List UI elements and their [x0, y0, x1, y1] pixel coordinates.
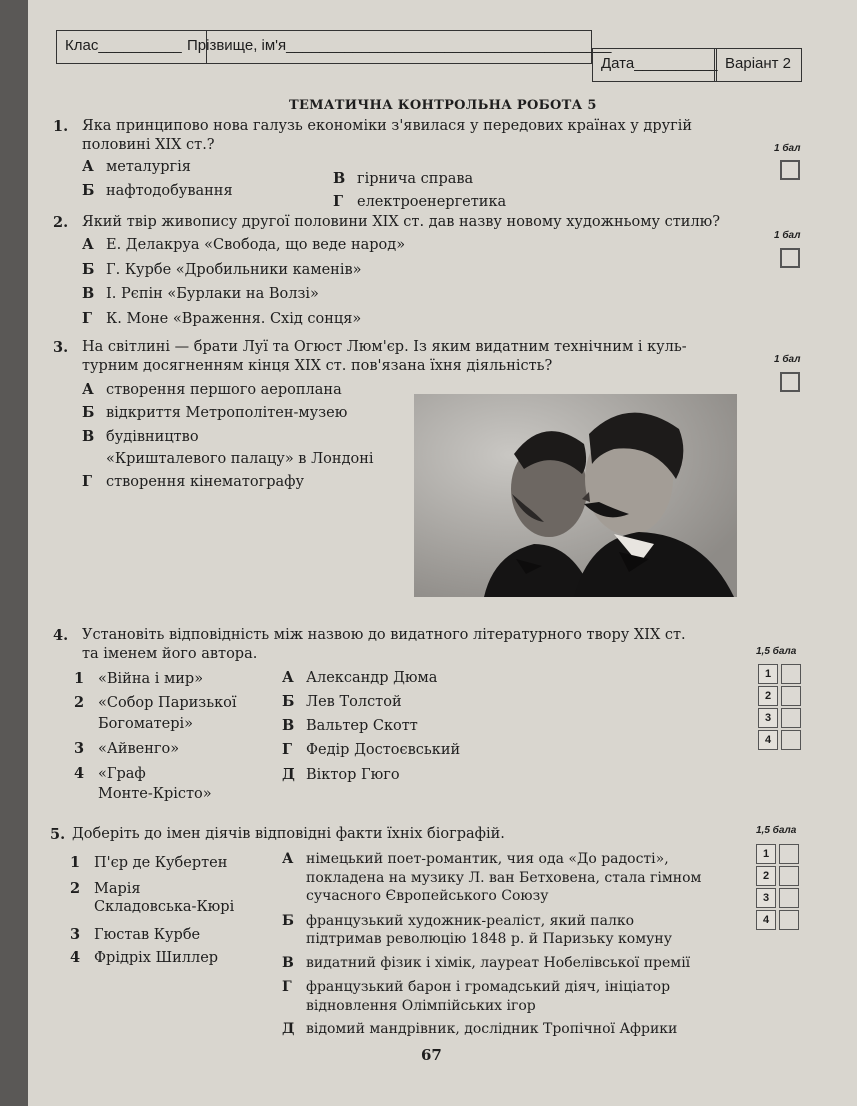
q5-right-g: Г французький барон і громадський діяч, ініціатор [282, 979, 671, 995]
q3-option-g[interactable]: Г створення кінематографу [82, 473, 305, 490]
answer-row [756, 910, 802, 932]
answer-row-number: 1 [758, 664, 778, 684]
q5-left-4: 4 Фрідріх Шиллер [70, 949, 219, 966]
question-5-score: 1,5 бала [756, 825, 797, 836]
q5-right-d: Д відомий мандрівник, дослідник Тропічної Африки [282, 1021, 678, 1037]
q3-option-b[interactable]: Б відкриття Метрополітен-музею [82, 404, 348, 421]
q4-left-2-line2: Богоматері» [98, 716, 194, 732]
q4-right-v: В Вальтер Скотт [282, 717, 418, 734]
variant-label: Варіант 2 [725, 55, 792, 72]
q4-right-b: Б Лев Толстой [282, 693, 402, 710]
q4-left-2: 2 «Собор Паризької [74, 694, 237, 711]
date-label: Дата [601, 55, 635, 72]
q5-right-a-line3: сучасного Європейського Союзу [306, 888, 549, 904]
q5-left-2: 2 Марія [70, 880, 141, 897]
q4-left-4-line2: Монте-Крісто» [98, 786, 212, 802]
answer-cell[interactable] [781, 686, 801, 706]
answer-row [756, 844, 802, 866]
q5-right-g-line2: відновлення Олімпійських ігор [306, 998, 536, 1014]
class-field[interactable]: Клас__________ [56, 30, 207, 64]
question-1-score: 1 бал [774, 143, 801, 154]
class-label: Клас [65, 37, 99, 54]
question-3-text: На світлині — брати Луї та Огюст Люм'єр. Із яким видатним технічним і куль- [82, 339, 687, 355]
q4-right-d: Д Віктор Гюго [282, 766, 400, 783]
question-2-text: Який твір живопису другої половини XIX ст. дав назву новому художньому стилю? [82, 214, 721, 230]
answer-row [758, 686, 804, 708]
question-3-answer-box[interactable] [780, 372, 800, 392]
question-1 [53, 117, 68, 137]
answer-cell[interactable] [779, 844, 799, 864]
q5-right-b-line2: підтримав революцію 1848 р. й Паризьку комуну [306, 931, 672, 947]
question-1-number: 1. [53, 118, 69, 135]
answer-row [758, 664, 804, 686]
answer-row-number: 2 [756, 866, 776, 886]
answer-cell[interactable] [779, 888, 799, 908]
question-3-score: 1 бал [774, 354, 801, 365]
question-1-answer-box[interactable] [780, 160, 800, 180]
answer-cell[interactable] [779, 910, 799, 930]
q2-option-b[interactable]: Б Г. Курбе «Дробильники каменів» [82, 261, 362, 278]
question-4-answer-grid [758, 664, 804, 752]
answer-row [758, 730, 804, 752]
page-title: ТЕМАТИЧНА КОНТРОЛЬНА РОБОТА 5 [289, 98, 597, 113]
q3-option-v-line2: «Кришталевого палацу» в Лондоні [106, 451, 374, 467]
question-3-number: 3. [53, 339, 69, 356]
q2-option-v[interactable]: В І. Рєпін «Бурлаки на Волзі» [82, 285, 319, 302]
q4-right-g: Г Федір Достоєвський [282, 741, 461, 758]
q3-option-a[interactable]: А створення першого аероплана [82, 381, 342, 398]
q5-left-2-line2: Складовська-Кюрі [94, 899, 235, 915]
question-2-answer-box[interactable] [780, 248, 800, 268]
question-5-number: 5. [50, 826, 66, 843]
question-4-score: 1,5 бала [756, 646, 797, 657]
q4-right-a: А Александр Дюма [282, 669, 438, 686]
q5-left-3: 3 Гюстав Курбе [70, 926, 201, 943]
q1-option-a[interactable]: А металургія [82, 158, 191, 175]
answer-row-number: 3 [756, 888, 776, 908]
variant-box [714, 48, 802, 82]
lumiere-brothers-photo [414, 394, 737, 597]
answer-cell[interactable] [779, 866, 799, 886]
name-label: Прізвище, ім'я [187, 37, 287, 54]
question-3-text-line2: турним досягненням кінця XIX ст. пов'язана їхня діяльність? [82, 358, 553, 374]
answer-row-number: 2 [758, 686, 778, 706]
question-4-text: Установіть відповідність між назвою до видатного літературного твору XIX ст. [82, 627, 686, 643]
q4-left-3: 3 «Айвенго» [74, 740, 180, 757]
question-5-answer-grid [756, 844, 802, 932]
q5-right-b: Б французький художник-реаліст, який палко [282, 913, 635, 929]
q5-right-v: В видатний фізик і хімік, лауреат Нобелівської премії [282, 955, 691, 971]
question-4-number: 4. [53, 627, 69, 644]
worksheet-page [28, 0, 857, 1106]
answer-row-number: 4 [758, 730, 778, 750]
page-number: 67 [421, 1046, 442, 1064]
q5-left-1: 1 П'єр де Кубертен [70, 854, 228, 871]
answer-cell[interactable] [781, 708, 801, 728]
answer-row [756, 888, 802, 910]
date-field[interactable]: Дата__________ [592, 48, 717, 82]
q4-left-4: 4 «Граф [74, 765, 146, 782]
answer-row-number: 1 [756, 844, 776, 864]
q1-option-b[interactable]: Б нафтодобування [82, 182, 233, 199]
answer-row [756, 866, 802, 888]
question-4-text-line2: та іменем його автора. [82, 646, 258, 662]
q1-option-v[interactable]: В гірнича справа [333, 170, 474, 187]
answer-cell[interactable] [781, 664, 801, 684]
answer-row-number: 4 [756, 910, 776, 930]
question-5-text: Доберіть до імен діячів відповідні факти їхніх біографій. [72, 826, 505, 842]
answer-row [758, 708, 804, 730]
q1-option-g[interactable]: Г електроенергетика [333, 193, 507, 210]
q3-option-v[interactable]: В будівництво [82, 428, 199, 445]
name-field[interactable]: Прізвище, ім'я_______________________________________ [179, 30, 592, 64]
q2-option-a[interactable]: А Е. Делакруа «Свобода, що веде народ» [82, 236, 406, 253]
answer-cell[interactable] [781, 730, 801, 750]
answer-row-number: 3 [758, 708, 778, 728]
q4-left-1: 1 «Війна і мир» [74, 670, 204, 687]
question-1-text: Яка принципово нова галузь економіки з'явилася у передових країнах у другій [82, 118, 693, 134]
q5-right-a: А німецький поет-романтик, чия ода «До радості», [282, 851, 669, 867]
q2-option-g[interactable]: Г К. Моне «Враження. Схід сонця» [82, 310, 362, 327]
question-1-text-line2: половині XIX ст.? [82, 137, 215, 153]
question-2-number: 2. [53, 214, 69, 231]
q5-right-a-line2: покладена на музику Л. ван Бетховена, стала гімном [306, 870, 702, 886]
question-2-score: 1 бал [774, 230, 801, 241]
